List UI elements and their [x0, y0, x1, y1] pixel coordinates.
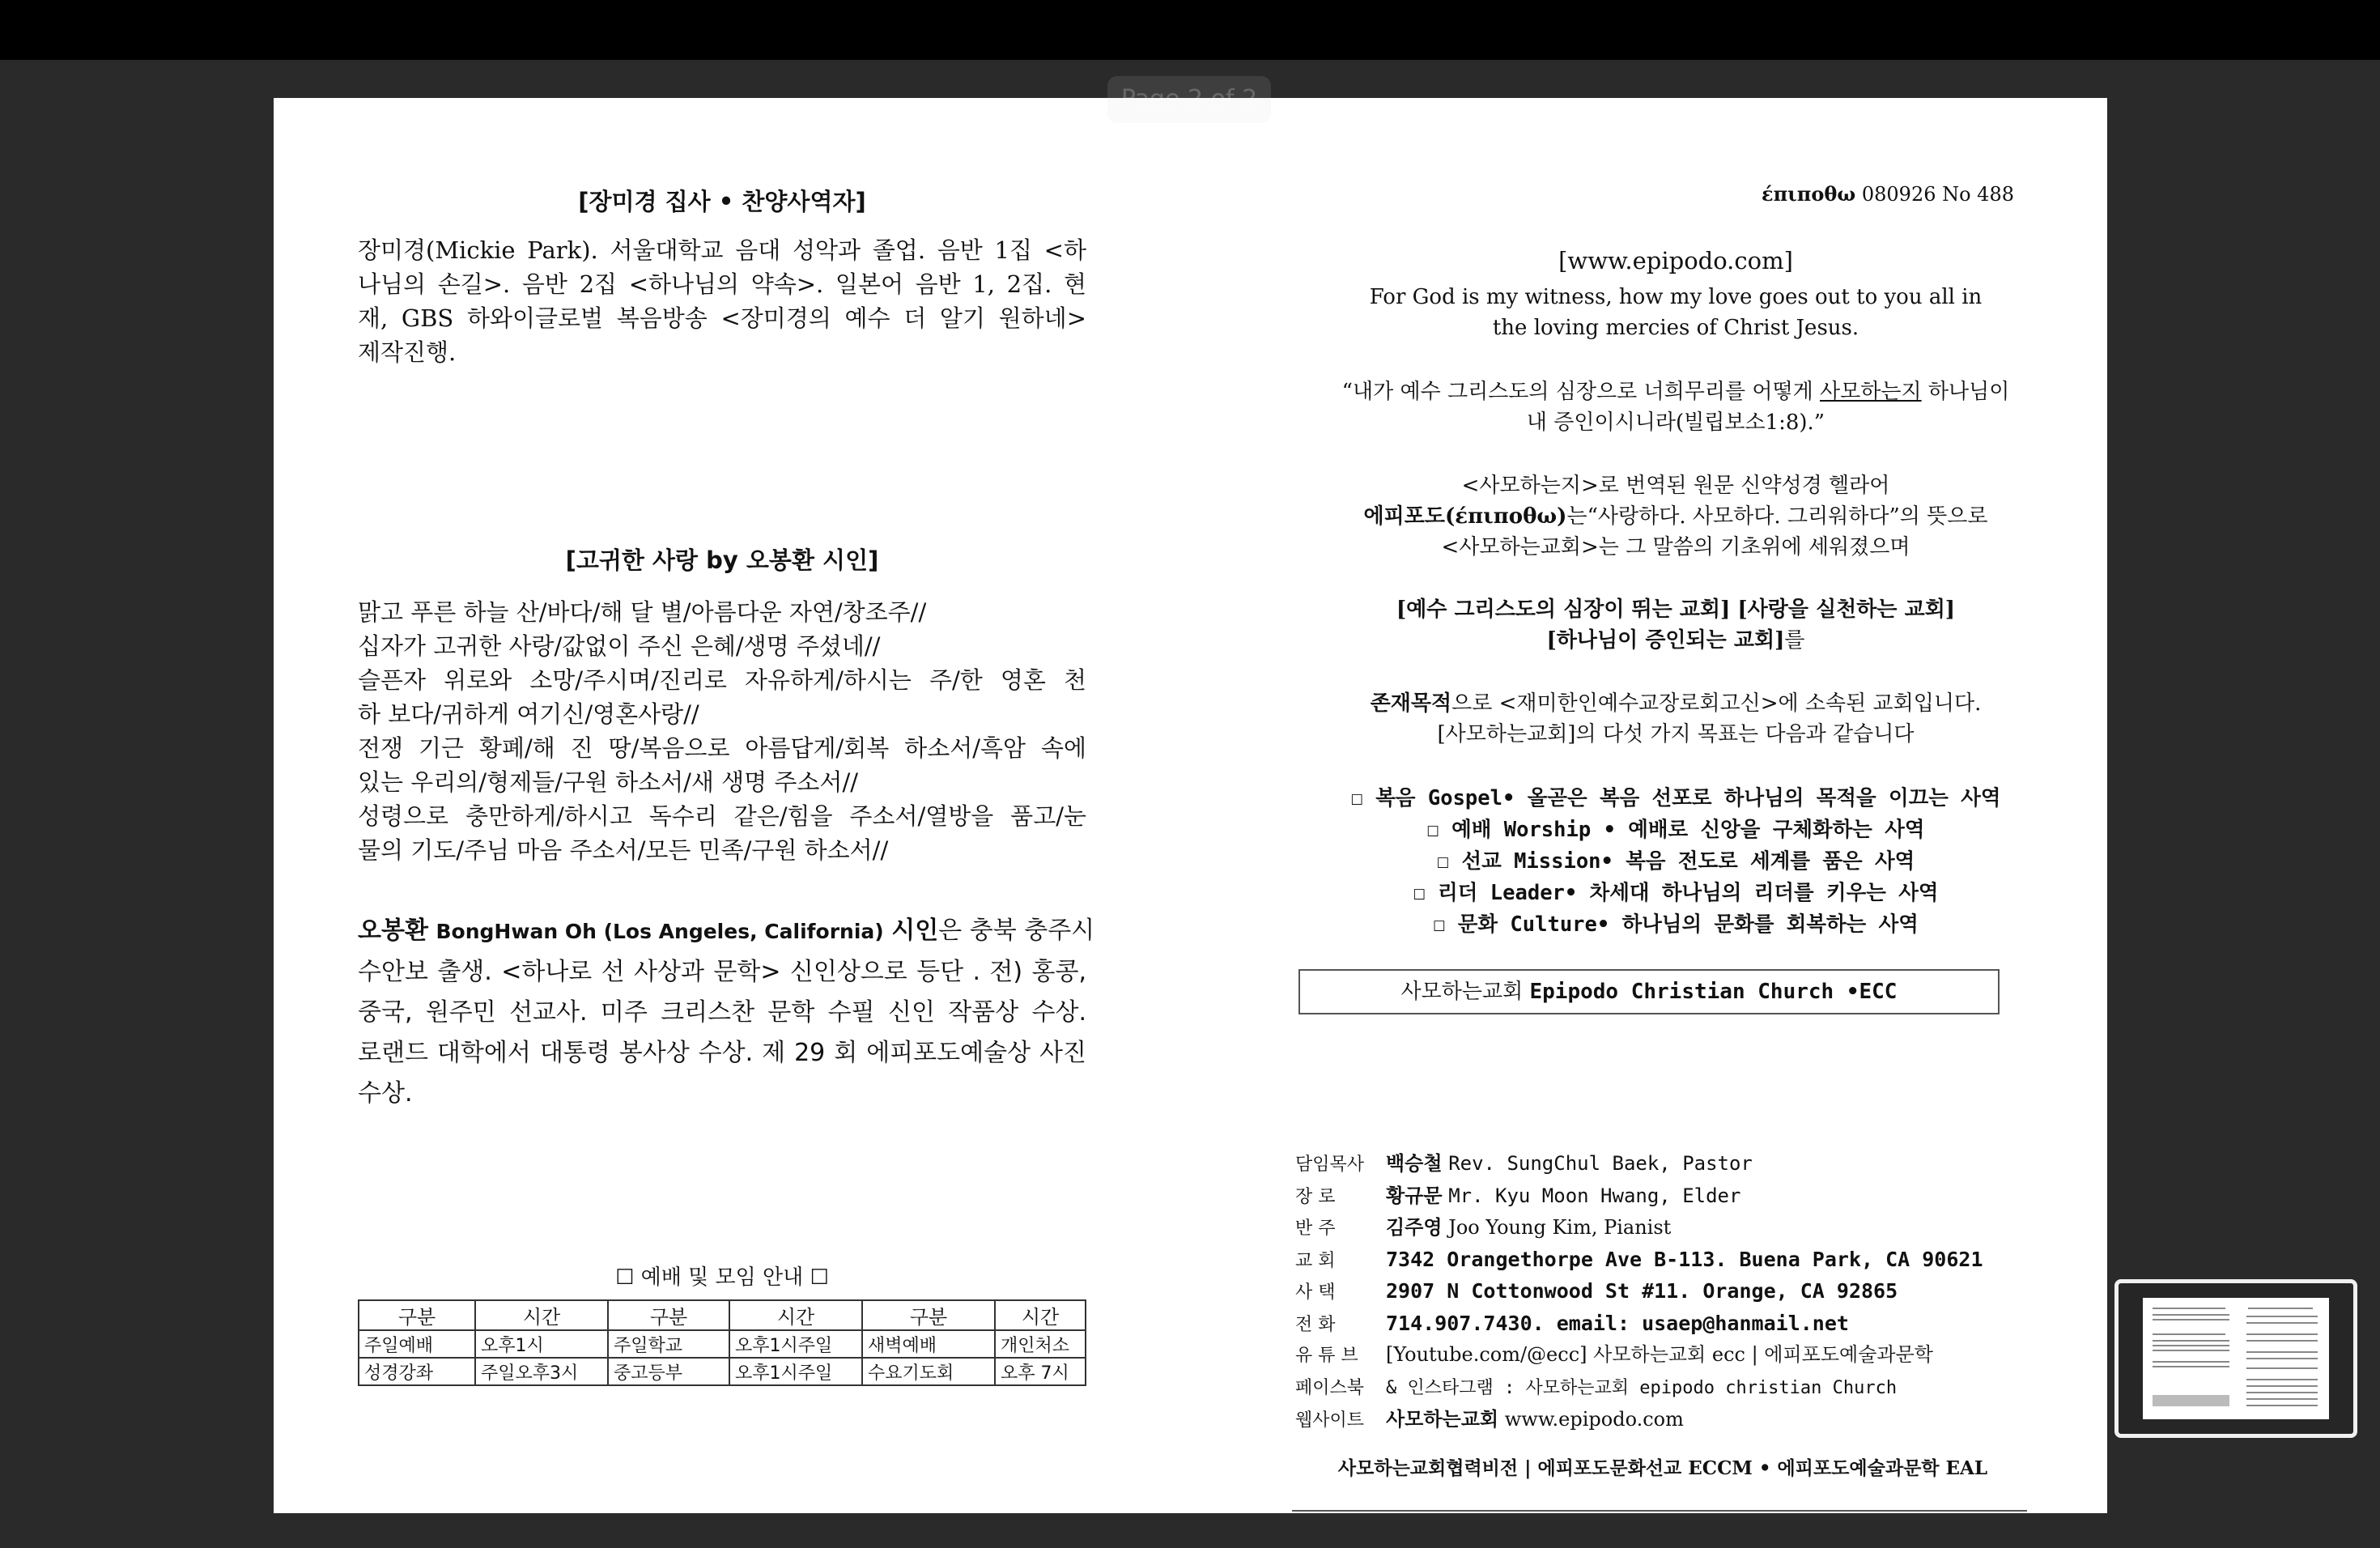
schedule-title: ☐ 예배 및 모임 안내 ☐	[615, 1265, 829, 1290]
schedule-cell: 개인처소	[995, 1330, 1086, 1358]
poem-line: 전쟁 기근 황폐/해 진 땅/복음으로 아름답게/회복 하소서/흑암 속에	[358, 734, 1086, 762]
mission-item: ☐ 선교 Mission• 복음 전도로 세계를 품은 사역	[1436, 849, 1915, 874]
footer-vision: 사모하는교회협력비전 | 에피포도문화선교 ECCM • 에피포도예술과문학 EAL	[1337, 1457, 1988, 1479]
verse-ko	[1295, 376, 2056, 438]
info-row: 반 주 김주영 Joo Young Kim, Pianist	[1295, 1215, 1672, 1239]
verse-ko-line2: 내 증인이시니라(빌립보소1:8).”	[1526, 410, 1825, 435]
poet-bio	[358, 911, 1095, 1114]
schedule-header: 구분	[608, 1300, 729, 1330]
church-info	[1295, 1147, 2024, 1435]
schedule-cell: 주일오후3시	[475, 1358, 608, 1385]
poem-line: 성령으로 충만하게/하시고 독수리 같은/힘을 주소서/열방을 품고/눈	[358, 802, 1086, 830]
info-row: 장 로 황규문 Mr. Kyu Moon Hwang, Elder	[1295, 1183, 1741, 1207]
purpose-block	[1295, 688, 2056, 750]
bio-first-line	[358, 911, 1095, 952]
page-indicator: Page 2 of 2	[1107, 76, 1271, 123]
footer-rule	[1292, 1510, 2027, 1512]
schedule-cell: 오후1시	[475, 1330, 608, 1358]
schedule-header: 시간	[475, 1300, 608, 1330]
mission-item: ☐ 리더 Leader• 차세대 하나님의 리더를 키우는 사역	[1413, 881, 1939, 905]
schedule-cell: 성경강좌	[359, 1358, 475, 1385]
schedule-cell: 오후1시주일	[729, 1330, 862, 1358]
table-row	[359, 1330, 1086, 1358]
schedule-cell: 수요기도회	[862, 1358, 995, 1385]
purpose-line2: [사모하는교회]의 다섯 가지 목표는 다음과 같습니다	[1437, 722, 1915, 746]
bio-name-ko: 오봉환	[358, 916, 428, 945]
schedule-header: 구분	[862, 1300, 995, 1330]
schedule-header-row	[359, 1300, 1086, 1330]
bio-first-rest: 은 충북 충주시	[938, 916, 1095, 945]
church-name-ko: 사모하는교회	[1400, 980, 1530, 1004]
meaning-greek: 에피포도(έπιποθω)	[1363, 504, 1567, 529]
bio-line: 수상.	[358, 1079, 413, 1108]
verse-ko-pre: “내가 예수 그리스도의 심장으로 너희무리를 어떻게	[1341, 380, 1820, 404]
jang-line: 재, GBS 하와이글로벌 복음방송 <장미경의 예수 더 알기 원하네>	[358, 304, 1086, 332]
meaning-line3: <사모하는교회>는 그 말씀의 기초위에 세워졌으며	[1441, 535, 1910, 559]
slogans-block	[1295, 594, 2056, 656]
meaning-block	[1295, 470, 2056, 563]
jang-line: 장미경(Mickie Park). 서울대학교 음대 성악과 졸업. 음반 1집 <하	[358, 236, 1086, 264]
slogans-line2-rest: 를	[1784, 628, 1805, 653]
missions-list	[1295, 783, 2056, 941]
schedule-cell: 주일학교	[608, 1330, 729, 1358]
jang-paragraph	[358, 233, 1086, 369]
website-heading: [www.epipodo.com]	[1558, 247, 1793, 274]
info-row: 교 회 7342 Orangethorpe Ave B-113. Buena Park, CA 90621	[1295, 1247, 1983, 1271]
info-row: 페이스북 & 인스타그램 : 사모하는교회 epipodo christian Church	[1295, 1377, 1898, 1398]
jang-line: 제작진행.	[358, 338, 457, 366]
mission-item: ☐ 문화 Culture• 하나님의 문화를 회복하는 사역	[1433, 912, 1919, 937]
info-row: 사 택 2907 N Cottonwood St #11. Orange, CA 92865	[1295, 1279, 1898, 1303]
mission-item: ☐ 예배 Worship • 예배로 신앙을 구체화하는 사역	[1426, 818, 1925, 842]
schedule-cell: 주일예배	[359, 1330, 475, 1358]
schedule-header: 시간	[729, 1300, 862, 1330]
bio-title: 시인	[891, 916, 939, 945]
schedule-header: 시간	[995, 1300, 1086, 1330]
verse-ko-post: 하나님이	[1921, 380, 2010, 404]
poem-line: 십자가 고귀한 사랑/값없이 주신 은혜/생명 주셨네//	[358, 632, 881, 660]
verse-en	[1295, 282, 2056, 343]
meaning-line1: <사모하는지>로 번역된 원문 신약성경 헬라어	[1461, 474, 1890, 498]
info-row: 유 튜 브 [Youtube.com/@ecc] 사모하는교회 ecc | 에피포도예술과문학	[1295, 1343, 1933, 1366]
church-name-en: Epipodo Christian Church •ECC	[1529, 980, 1898, 1004]
page-thumbnail[interactable]	[2114, 1279, 2357, 1438]
issue-greek: έπιποθω	[1762, 182, 1856, 206]
poem-line: 맑고 푸른 하늘 산/바다/해 달 별/아름다운 자연/창조주//	[358, 598, 927, 626]
slogans-line2: [하나님이 증인되는 교회]	[1546, 628, 1785, 653]
schedule-cell: 중고등부	[608, 1358, 729, 1385]
meaning-line2-rest: 는“사랑하다. 사모하다. 그리워하다”의 뜻으로	[1566, 504, 1988, 529]
info-row: 전 화 714.907.7430. email: usaep@hanmail.net	[1295, 1311, 1849, 1335]
issue-no: 080926 No 488	[1861, 183, 2014, 206]
slogans-line1: [예수 그리스도의 심장이 뛰는 교회] [사랑을 실천하는 교회]	[1396, 598, 1956, 622]
bio-line: 수안보 출생. <하나로 선 사상과 문학> 신인상으로 등단 . 전) 홍콩,	[358, 958, 1086, 986]
bio-name-en: BongHwan Oh (Los Angeles, California)	[436, 920, 884, 943]
poem-line: 물의 기도/주님 마음 주소서/모든 민족/구원 하소서//	[358, 836, 889, 864]
info-row: 담임목사 백승철 Rev. SungChul Baek, Pastor	[1295, 1151, 1753, 1175]
thumbnail-preview	[2143, 1298, 2329, 1419]
bio-line: 중국, 원주민 선교사. 미주 크리스찬 문학 수필 신인 작품상 수상.	[358, 998, 1086, 1027]
schedule-table	[358, 1299, 1086, 1386]
purpose-bold: 존재목적	[1370, 691, 1452, 716]
schedule-cell: 오후1시주일	[729, 1358, 862, 1385]
viewer-top-bar	[0, 0, 2380, 60]
poem-line: 하 보다/귀하게 여기신/영혼사랑//	[358, 700, 699, 728]
verse-ko-underlined: 사모하는지	[1820, 380, 1922, 404]
verse-en-line: For God is my witness, how my love goes out to you all in	[1369, 285, 1983, 309]
schedule-cell: 오후 7시	[995, 1358, 1086, 1385]
verse-en-line: the loving mercies of Christ Jesus.	[1492, 316, 1859, 340]
purpose-rest: 으로 <재미한인예수교장로회고신>에 소속된 교회입니다.	[1451, 691, 1982, 716]
jang-line: 나님의 손길>. 음반 2집 <하나님의 약속>. 일본어 음반 1, 2집. 현	[358, 270, 1086, 298]
poem-heading: [고귀한 사랑 by 오봉환 시인]	[565, 546, 879, 574]
jang-heading: [장미경 집사 • 찬양사역자]	[578, 188, 866, 215]
poem-line: 있는 우리의/형제들/구원 하소서/새 생명 주소서//	[358, 768, 858, 796]
document-page	[274, 98, 2107, 1513]
church-name-box	[1298, 969, 2000, 1014]
schedule-header: 구분	[359, 1300, 475, 1330]
poem-paragraph	[358, 595, 1086, 867]
bio-line: 로랜드 대학에서 대통령 봉사상 수상. 제 29 회 에피포도예술상 사진	[358, 1039, 1086, 1067]
schedule-cell: 새벽예배	[862, 1330, 995, 1358]
issue-number	[1650, 182, 2014, 206]
mission-item: ☐ 복음 Gospel• 올곧은 복음 선포로 하나님의 목적을 이끄는 사역	[1350, 786, 2001, 810]
table-row	[359, 1358, 1086, 1385]
info-row: 웹사이트 사모하는교회 www.epipodo.com	[1295, 1407, 1684, 1431]
poem-line: 슬픈자 위로와 소망/주시며/진리로 자유하게/하시는 주/한 영혼 천	[358, 666, 1086, 694]
